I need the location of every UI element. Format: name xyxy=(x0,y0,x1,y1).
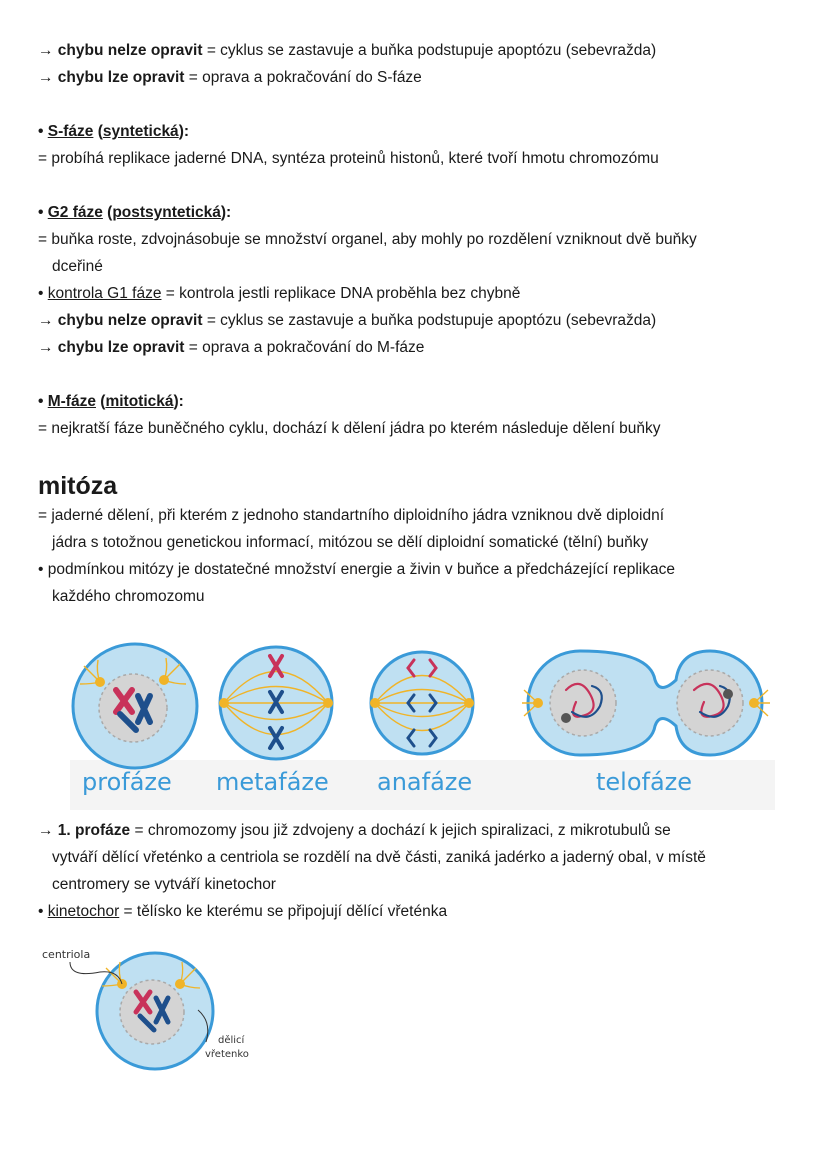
g2faze-desc1: = buňka roste, zdvojnásobuje se množství organel, aby mohly po rozdělení vzniknout dvě buňky xyxy=(38,231,697,248)
mitoza-d1: = jaderné dělení, při kterém z jednoho standartního diploidního jádra vzniknou dvě diploidní xyxy=(38,507,665,524)
paren: ): xyxy=(173,393,184,410)
mitoza-heading: mitóza xyxy=(38,472,118,500)
paren: ( xyxy=(93,123,103,140)
line-text: = cyklus se zastavuje a buňka podstupuje apoptózu (sebevražda) xyxy=(202,312,657,329)
profaze-t2: vytváří dělící vřeténko a centriola se rozdělí na dvě části, zaniká jadérko a jaderný obal, v místě xyxy=(52,849,706,866)
label-telofaze: telofáze xyxy=(596,768,693,796)
label-profaze: profáze xyxy=(82,768,172,796)
mfaze-sub: mitotická xyxy=(105,393,174,410)
mitoza-d2: jádra s totožnou genetickou informací, mitózou se dělí diploidní somatické (tělní) buňky xyxy=(52,534,649,551)
sfaze-sub: syntetická xyxy=(102,123,179,140)
bullet: • xyxy=(38,285,48,302)
paren: ( xyxy=(95,393,106,410)
label-anafaze: anafáze xyxy=(377,768,473,796)
paren: ( xyxy=(102,204,113,221)
sfaze-name: S-fáze xyxy=(47,123,94,140)
profaze-t1 xyxy=(38,820,671,842)
control-term: kontrola G1 fáze xyxy=(47,285,162,302)
g2faze-sub: postsyntetická xyxy=(112,204,221,221)
mfaze-desc: = nejkratší fáze buněčného cyklu, dochází k dělení jádra po kterém následuje dělení buňky xyxy=(38,420,661,437)
profaze-detail-diagram xyxy=(42,948,249,1069)
control-text: = kontrola jestli replikace DNA proběhla bez chybně xyxy=(161,285,521,302)
kinetochor-text: = tělísko ke kterému se připojují dělící vřeténka xyxy=(119,903,448,920)
label-centriola: centriola xyxy=(42,948,91,961)
line-text: = chromozomy jsou již zdvojeny a dochází k jejich spiralizaci, z mikrotubulů se xyxy=(130,822,671,839)
label-deleni1: dělicí xyxy=(218,1035,245,1046)
label-deleni2: vřetenko xyxy=(205,1049,249,1060)
paren: ): xyxy=(220,204,232,221)
sfaze-desc: = probíhá replikace jaderné DNA, syntéza proteinů histonů, které tvoří hmotu chromozómu xyxy=(38,150,659,167)
bold-phrase: → 1. profáze xyxy=(38,822,131,839)
line-text: = cyklus se zastavuje a buňka podstupuje apoptózu (sebevražda) xyxy=(202,42,657,59)
bullet: • xyxy=(38,903,48,920)
bold-phrase: → chybu lze opravit xyxy=(38,339,185,356)
anafaze-cell xyxy=(370,652,474,754)
mitoza-d4: každého chromozomu xyxy=(52,588,205,605)
profaze-t3: centromery se vytváří kinetochor xyxy=(52,876,276,893)
mfaze-name: M-fáze xyxy=(47,393,96,410)
mitoza-d3: • podmínkou mitózy je dostatečné množství energie a živin v buňce a předcházející replikace xyxy=(38,561,675,578)
line-text: = oprava a pokračování do M-fáze xyxy=(184,339,425,356)
profaze-cell xyxy=(73,644,197,768)
kinetochor-line xyxy=(38,901,447,923)
metafaze-cell xyxy=(219,647,333,759)
telofaze-cell xyxy=(522,651,770,755)
bold-phrase: → chybu lze opravit xyxy=(38,69,185,86)
bullet: • xyxy=(38,123,48,140)
bullet: • xyxy=(38,204,48,221)
g2faze-desc2: dceřiné xyxy=(52,258,103,275)
paren: ): xyxy=(178,123,190,140)
bold-phrase: → chybu nelze opravit xyxy=(38,312,203,329)
label-metafaze: metafáze xyxy=(216,768,329,796)
bullet: • xyxy=(38,393,48,410)
g2faze-name: G2 fáze xyxy=(47,204,103,221)
bold-phrase: → chybu nelze opravit xyxy=(38,42,203,59)
line-text: = oprava a pokračování do S-fáze xyxy=(184,69,422,86)
kinetochor-term: kinetochor xyxy=(47,903,120,920)
